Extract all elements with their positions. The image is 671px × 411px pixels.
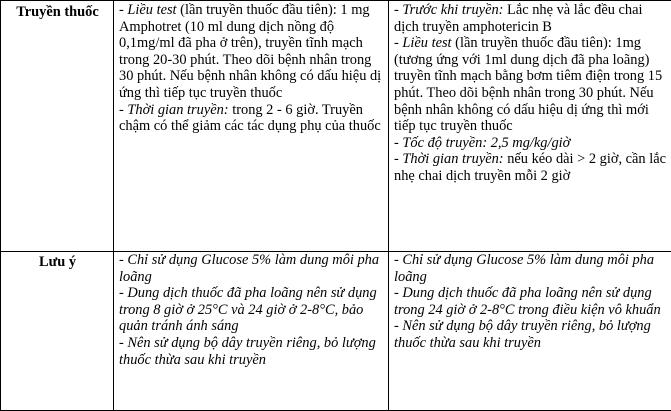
table-row-note — [1, 252, 671, 411]
test-dose-entry: - Liều test (lần truyền thuốc đầu tiên): 1mg (tương ứng với 1ml dung dịch đã pha loãng) truyền tĩnh mạch bằng bơm tiêm điện trong 15 phút. Theo dõi bệnh nhân trong 30 phút. Nếu bệnh nhân không có dấu hiệu dị ứng thì mới tiếp tục truyền thuốc — [394, 35, 667, 135]
before-infusion-text: Lắc nhẹ và lắc đều chai dịch truyền amphotericin B — [394, 2, 642, 35]
duration-label: Thời gian truyền: — [127, 102, 228, 118]
note-item-text: Chỉ sử dụng Glucose 5% làm dung môi pha loãng — [394, 252, 654, 285]
note-item: - Chỉ sử dụng Glucose 5% làm dung môi pha loãng — [119, 252, 384, 285]
note-item: - Nên sử dụng bộ dây truyền riêng, bỏ lượng thuốc thừa sau khi truyền — [394, 318, 667, 351]
before-infusion-label: Trước khi truyền: — [402, 2, 503, 18]
test-dose-label: Liều test — [402, 35, 451, 51]
test-dose-label: Liều test — [127, 2, 176, 18]
table-row-infusion — [1, 1, 671, 252]
row-header-infusion: Truyền thuốc — [1, 1, 114, 252]
infusion-amphotericin-cell — [389, 1, 671, 252]
duration-text: trong 2 - 6 giờ. Truyền chậm có thể giảm các tác dụng phụ của thuốc — [119, 102, 381, 135]
note-item: - Chỉ sử dụng Glucose 5% làm dung môi pha loãng — [394, 252, 667, 285]
infusion-rate-entry: - Tốc độ truyền: 2,5 mg/kg/giờ — [394, 135, 667, 152]
note-amphotret-cell — [114, 252, 389, 411]
note-item: - Dung dịch thuốc đã pha loãng nên sử dụng trong 24 giờ ở 2-8°C trong điều kiện vô khuẩn — [394, 285, 667, 318]
note-amphotericin-cell — [389, 252, 671, 411]
test-dose-text: (lần truyền thuốc đầu tiên): 1mg (tương ứng với 1ml dung dịch đã pha loãng) truyền tĩnh mạch bằng bơm tiêm điện trong 15 phút. Theo dõi bệnh nhân trong 30 phút. Nếu bệnh nhân không có dấu hiệu dị ứng thì mới tiếp tục truyền thuốc — [394, 35, 662, 134]
duration-entry: - Thời gian truyền: nếu kéo dài > 2 giờ, cần lắc nhẹ chai dịch truyền mỗi 2 giờ — [394, 151, 667, 184]
row-header-note: Lưu ý — [1, 252, 114, 411]
infusion-rate-text: Tốc độ truyền: 2,5 mg/kg/giờ — [402, 135, 570, 151]
note-item-text: Nên sử dụng bộ dây truyền riêng, bỏ lượng thuốc thừa sau khi truyền — [394, 318, 651, 351]
before-infusion-entry: - Trước khi truyền: Lắc nhẹ và lắc đều chai dịch truyền amphotericin B — [394, 2, 667, 35]
test-dose-text: (lần truyền thuốc đầu tiên): 1 mg Amphotret (10 ml dung dịch nồng độ 0,1mg/ml đã pha ở trên), truyền tĩnh mạch trong 20-30 phút. Theo dõi bệnh nhân trong 30 phút. Nếu bệnh nhân không có dấu hiệu dị ứng thì tiếp tục truyền thuốc — [119, 2, 381, 101]
note-item-text: Dung dịch thuốc đã pha loãng nên sử dụng trong 8 giờ ở 25°C và 24 giờ ở 2-8°C, bảo quản tránh ánh sáng — [119, 285, 377, 334]
note-item: - Dung dịch thuốc đã pha loãng nên sử dụng trong 8 giờ ở 25°C và 24 giờ ở 2-8°C, bảo quản tránh ánh sáng — [119, 285, 384, 335]
note-item-text: Nên sử dụng bộ dây truyền riêng, bỏ lượng thuốc thừa sau khi truyền — [119, 335, 376, 368]
duration-entry: - Thời gian truyền: trong 2 - 6 giờ. Truyền chậm có thể giảm các tác dụng phụ của thuốc — [119, 102, 384, 135]
note-item: - Nên sử dụng bộ dây truyền riêng, bỏ lượng thuốc thừa sau khi truyền — [119, 335, 384, 368]
duration-text: nếu kéo dài > 2 giờ, cần lắc nhẹ chai dịch truyền mỗi 2 giờ — [394, 151, 666, 184]
test-dose-entry: - Liều test (lần truyền thuốc đầu tiên): 1 mg Amphotret (10 ml dung dịch nồng độ 0,1mg/ml đã pha ở trên), truyền tĩnh mạch trong 20-30 phút. Theo dõi bệnh nhân trong 30 phút. Nếu bệnh nhân không có dấu hiệu dị ứng thì tiếp tục truyền thuốc — [119, 2, 384, 102]
infusion-amphotret-cell — [114, 1, 389, 252]
duration-label: Thời gian truyền: — [402, 151, 503, 167]
note-item-text: Chỉ sử dụng Glucose 5% làm dung môi pha loãng — [119, 252, 379, 285]
note-item-text: Dung dịch thuốc đã pha loãng nên sử dụng trong 24 giờ ở 2-8°C trong điều kiện vô khuẩn — [394, 285, 661, 318]
